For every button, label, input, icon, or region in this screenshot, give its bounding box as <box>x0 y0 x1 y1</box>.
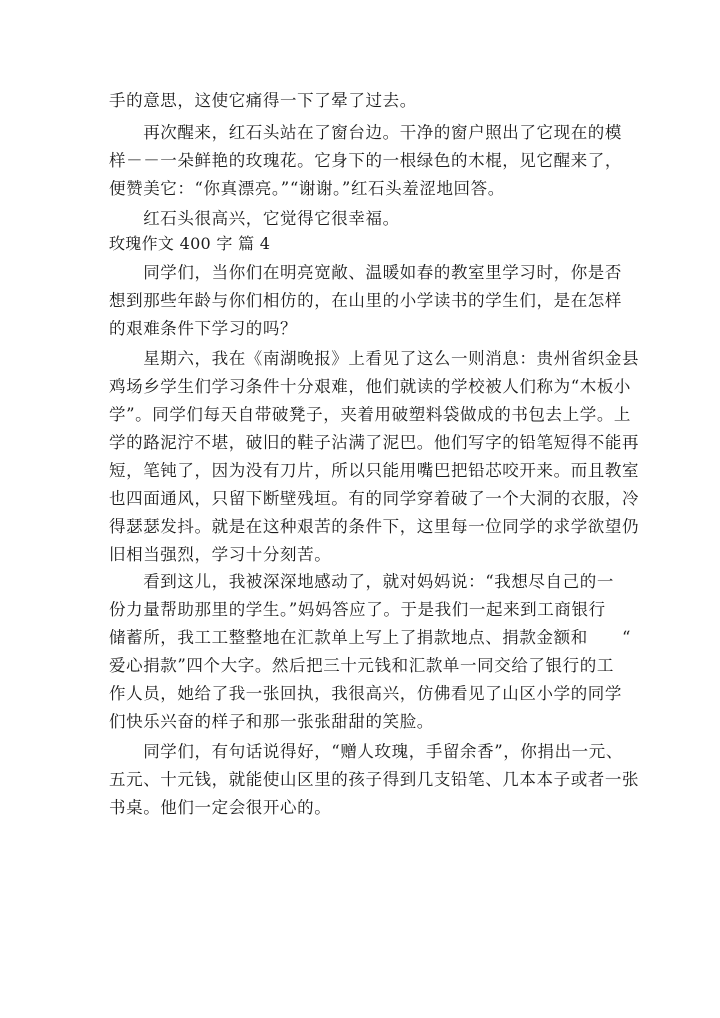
paragraph-continuation <box>109 87 629 115</box>
text-line: 的艰难条件下学习的吗？ <box>109 319 298 338</box>
text-line: 短，笔钝了，因为没有刀片，所以只能用嘴巴把铅芯咬开来。而且教室 <box>109 461 640 480</box>
text-line: 旧相当强烈，学习十分刻苦。 <box>109 545 332 564</box>
text-line: 便赞美它：“你真漂亮。”“谢谢。”红石头羞涩地回答。 <box>109 179 505 198</box>
text-line: 也四面通风，只留下断壁残垣。有的同学穿着破了一个大洞的衣服，冷 <box>109 489 640 508</box>
paragraph-happiness <box>109 205 629 233</box>
text-line: 同学们，当你们在明亮宽敞、温暖如春的教室里学习时，你是否 <box>109 263 622 282</box>
paragraph-conclusion <box>109 738 640 822</box>
text-line: 作人员，她给了我一张回执，我很高兴，仿佛看见了山区小学的同学 <box>109 684 622 703</box>
paragraph-intro <box>109 259 629 343</box>
text-line: 学的路泥泞不堪，破旧的鞋子沾满了泥巴。他们写字的铅笔短得不能再 <box>109 433 640 452</box>
essay-heading: 玫瑰作文 400 字 篇 4 <box>109 234 271 253</box>
text-line: 们快乐兴奋的样子和那一张张甜甜的笑脸。 <box>109 712 434 731</box>
text-line: 爱心捐款”四个大字。然后把三十元钱和汇款单一同交给了银行的工 <box>109 656 614 675</box>
text-line: 同学们，有句话说得好，“赠人玫瑰，手留余香”，你捐出一元、 <box>109 742 623 761</box>
text-line: 学”。同学们每天自带破凳子，夹着用破塑料袋做成的书包去上学。上 <box>109 405 632 424</box>
text-line: 五元、十元钱，就能使山区里的孩子得到几支铅笔、几本本子或者一张 <box>109 770 640 789</box>
text-line: 手的意思，这使它痛得一下了晕了过去。 <box>109 91 417 110</box>
text-line: 红石头很高兴，它觉得它很幸福。 <box>109 209 400 228</box>
paragraph-news <box>109 345 640 569</box>
text-line: 想到那些年龄与你们相仿的，在山里的小学读书的学生们，是在怎样 <box>109 291 622 310</box>
text-line: 再次醒来，红石头站在了窗台边。干净的窗户照出了它现在的模 <box>109 123 622 142</box>
text-line: 鸡场乡学生们学习条件十分艰难，他们就读的学校被人们称为“木板小 <box>109 377 632 396</box>
text-line: 看到这儿，我被深深地感动了，就对妈妈说：“我想尽自己的一 <box>109 572 614 591</box>
paragraph-donation <box>109 568 632 736</box>
text-line: 样－－一朵鲜艳的玫瑰花。它身下的一根绿色的木棍，见它醒来了， <box>109 151 622 170</box>
paragraph-awakening <box>109 119 629 203</box>
text-line: 储蓄所，我工工整整地在汇款单上写上了捐款地点、捐款金额和 “ <box>109 628 632 647</box>
text-line: 书桌。他们一定会很开心的。 <box>109 798 332 817</box>
text-line: 份力量帮助那里的学生。”妈妈答应了。于是我们一起来到工商银行 <box>109 600 606 619</box>
text-line: 星期六，我在《南湖晚报》上看见了这么一则消息：贵州省织金县 <box>109 349 640 368</box>
text-line: 得瑟瑟发抖。就是在这种艰苦的条件下，这里每一位同学的求学欲望仍 <box>109 517 640 536</box>
